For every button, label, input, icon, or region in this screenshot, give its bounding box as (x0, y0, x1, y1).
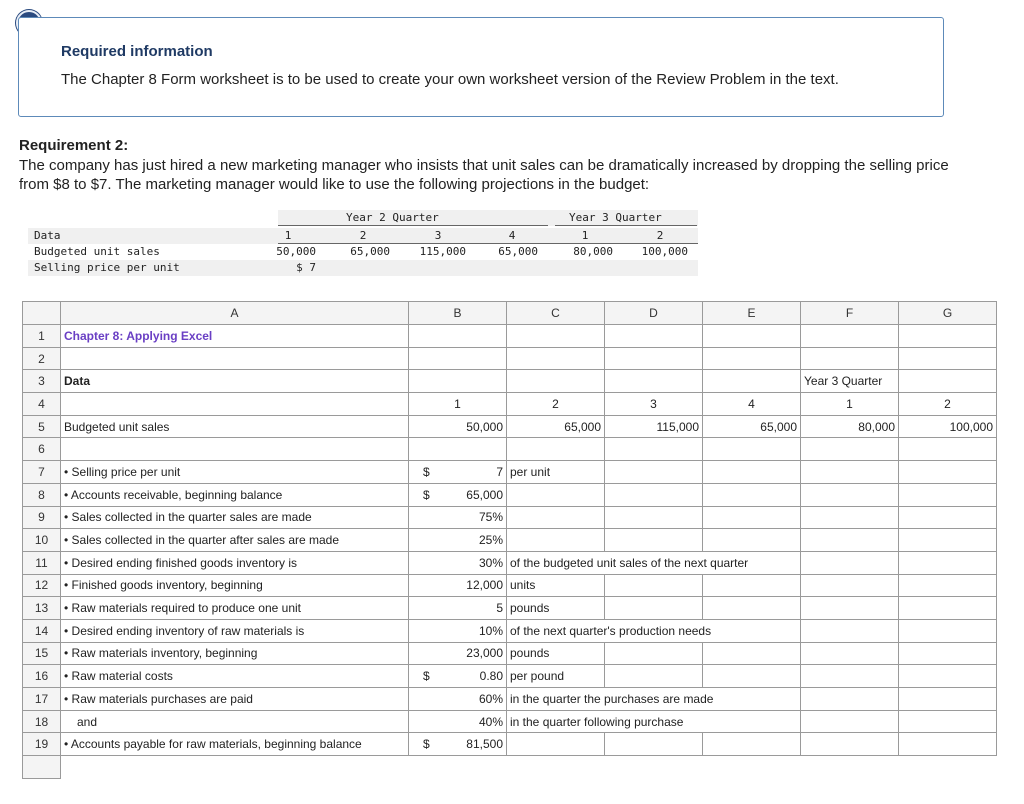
cell[interactable] (409, 325, 507, 348)
mini-quarter: 2 (359, 229, 367, 242)
detail-value: 7 (496, 464, 503, 479)
cell[interactable] (703, 597, 801, 620)
row-header[interactable]: 11 (23, 551, 61, 574)
cell-detail-value[interactable]: 5 (409, 597, 507, 620)
cell[interactable] (507, 438, 605, 461)
cell[interactable] (605, 574, 703, 597)
cell[interactable] (605, 325, 703, 348)
cell-quarter[interactable]: 1 (801, 393, 899, 416)
cell (61, 756, 409, 779)
row-header[interactable]: 15 (23, 642, 61, 665)
cell-detail-label[interactable]: • Raw materials required to produce one unit (61, 597, 409, 620)
mini-price-value: $ 7 (296, 261, 316, 274)
cell[interactable] (899, 506, 997, 529)
cell[interactable] (605, 483, 703, 506)
cell-detail-value[interactable]: 12,000 (409, 574, 507, 597)
cell-budgeted-sales[interactable]: 100,000 (899, 415, 997, 438)
cell-detail-label[interactable]: • Raw material costs (61, 665, 409, 688)
row-header[interactable]: 5 (23, 415, 61, 438)
row-header[interactable] (23, 756, 61, 779)
cell[interactable] (899, 529, 997, 552)
row-header[interactable]: 7 (23, 461, 61, 484)
cell-detail-value[interactable]: 60% (409, 688, 507, 711)
cell[interactable] (801, 733, 899, 756)
detail-value: 65,000 (466, 487, 503, 502)
cell[interactable] (801, 325, 899, 348)
cell[interactable] (899, 347, 997, 370)
cell-detail-value[interactable] (409, 483, 507, 506)
cell[interactable] (801, 506, 899, 529)
cell-detail-note[interactable]: units (507, 574, 605, 597)
cell[interactable] (61, 438, 409, 461)
cell[interactable] (703, 325, 801, 348)
cell[interactable] (801, 551, 899, 574)
cell[interactable] (409, 438, 507, 461)
cell-detail-note[interactable]: in the quarter the purchases are made (507, 688, 801, 711)
cell[interactable] (703, 642, 801, 665)
row-header[interactable]: 8 (23, 483, 61, 506)
info-text: The Chapter 8 Form worksheet is to be used to create your own worksheet version of the Review Problem in the text. (61, 71, 839, 88)
cell-detail-value[interactable]: 10% (409, 619, 507, 642)
cell-budgeted-sales[interactable]: 80,000 (801, 415, 899, 438)
cell[interactable] (605, 461, 703, 484)
cell-budgeted-sales[interactable]: 65,000 (703, 415, 801, 438)
mini-budgeted-value: 100,000 (641, 245, 688, 258)
cell-quarter[interactable]: 2 (507, 393, 605, 416)
row-header[interactable]: 19 (23, 733, 61, 756)
cell-a5-budgeted-label[interactable]: Budgeted unit sales (61, 415, 409, 438)
row-header[interactable]: 18 (23, 710, 61, 733)
cell[interactable] (507, 483, 605, 506)
cell[interactable] (899, 642, 997, 665)
cell[interactable] (605, 370, 703, 393)
cell[interactable] (703, 733, 801, 756)
dollar-sign: $ (423, 487, 430, 502)
cell-detail-label[interactable]: • Desired ending finished goods inventory is (61, 551, 409, 574)
mini-quarter: 4 (508, 229, 516, 242)
column-header-a[interactable]: A (61, 302, 409, 325)
cell[interactable] (899, 619, 997, 642)
required-info-box (18, 17, 944, 117)
cell[interactable] (605, 506, 703, 529)
cell[interactable] (899, 461, 997, 484)
cell-detail-value[interactable]: 40% (409, 710, 507, 733)
cell[interactable] (409, 347, 507, 370)
cell[interactable] (801, 483, 899, 506)
cell[interactable] (703, 506, 801, 529)
cell[interactable] (801, 597, 899, 620)
cell-f3-year3-header[interactable]: Year 3 Quarter (801, 370, 899, 393)
requirement-text: The company has just hired a new marketing manager who insists that unit sales can be dramatically increased by dropping the selling price from $8 to $7. The marketing manager would like to use the following projections in the budget: (19, 157, 949, 193)
cell[interactable] (409, 370, 507, 393)
cell[interactable] (899, 325, 997, 348)
cell[interactable] (605, 733, 703, 756)
cell[interactable] (899, 551, 997, 574)
row-header[interactable]: 6 (23, 438, 61, 461)
cell-detail-note[interactable]: per pound (507, 665, 605, 688)
cell[interactable] (703, 438, 801, 461)
cell-a3-data-heading[interactable]: Data (61, 370, 409, 393)
mini-price-label: Selling price per unit (34, 261, 180, 274)
cell-quarter[interactable]: 2 (899, 393, 997, 416)
cell[interactable] (605, 665, 703, 688)
row-header[interactable]: 3 (23, 370, 61, 393)
mini-budgeted-value: 80,000 (573, 245, 613, 258)
cell[interactable] (801, 529, 899, 552)
cell-detail-value[interactable]: 25% (409, 529, 507, 552)
row-header[interactable]: 14 (23, 619, 61, 642)
cell (899, 756, 997, 779)
cell (605, 756, 703, 779)
cell[interactable] (605, 597, 703, 620)
mini-budgeted-value: 115,000 (419, 245, 466, 258)
cell-detail-label[interactable]: • Desired ending inventory of raw materials is (61, 619, 409, 642)
row-header[interactable]: 16 (23, 665, 61, 688)
cell[interactable] (801, 347, 899, 370)
cell-detail-value[interactable]: 23,000 (409, 642, 507, 665)
cell-detail-label[interactable]: • Accounts payable for raw materials, beginning balance (61, 733, 409, 756)
cell[interactable] (801, 574, 899, 597)
cell-detail-value[interactable]: 30% (409, 551, 507, 574)
mini-budgeted-value: 65,000 (350, 245, 390, 258)
mini-quarter: 1 (581, 229, 589, 242)
cell[interactable] (899, 688, 997, 711)
mini-data-label: Data (34, 229, 61, 242)
cell[interactable] (801, 461, 899, 484)
cell-quarter[interactable]: 1 (409, 393, 507, 416)
cell-detail-note[interactable]: per unit (507, 461, 605, 484)
cell-detail-label[interactable]: • Sales collected in the quarter after sales are made (61, 529, 409, 552)
cell[interactable] (703, 529, 801, 552)
column-header-c[interactable]: C (507, 302, 605, 325)
cell-detail-label[interactable]: • Raw materials inventory, beginning (61, 642, 409, 665)
cell[interactable] (507, 733, 605, 756)
cell[interactable] (899, 370, 997, 393)
cell-detail-label[interactable]: • Selling price per unit (61, 461, 409, 484)
cell-detail-label[interactable]: • Raw materials purchases are paid (61, 688, 409, 711)
dollar-sign: $ (423, 464, 430, 479)
cell-detail-value[interactable] (409, 733, 507, 756)
row-header[interactable]: 12 (23, 574, 61, 597)
cell[interactable] (605, 438, 703, 461)
cell-detail-label[interactable]: and (61, 710, 409, 733)
cell-detail-value[interactable]: 75% (409, 506, 507, 529)
cell-detail-note[interactable]: pounds (507, 597, 605, 620)
cell[interactable] (801, 619, 899, 642)
row-header[interactable]: 1 (23, 325, 61, 348)
cell[interactable] (801, 642, 899, 665)
cell-detail-label[interactable]: • Sales collected in the quarter sales are made (61, 506, 409, 529)
cell (507, 756, 605, 779)
cell[interactable] (899, 483, 997, 506)
cell-budgeted-sales[interactable]: 65,000 (507, 415, 605, 438)
cell[interactable] (507, 529, 605, 552)
mini-quarter: 1 (284, 229, 292, 242)
year3-quarter-header: Year 3 Quarter (569, 211, 662, 224)
cell[interactable] (507, 506, 605, 529)
column-header-g[interactable]: G (899, 302, 997, 325)
cell-quarter[interactable]: 3 (605, 393, 703, 416)
cell[interactable] (899, 710, 997, 733)
cell-detail-value[interactable] (409, 665, 507, 688)
cell[interactable] (703, 574, 801, 597)
cell[interactable] (899, 665, 997, 688)
cell[interactable] (801, 688, 899, 711)
column-header-d[interactable]: D (605, 302, 703, 325)
cell[interactable] (703, 370, 801, 393)
cell[interactable] (507, 325, 605, 348)
cell[interactable] (703, 665, 801, 688)
cell[interactable] (899, 733, 997, 756)
row-header[interactable]: 2 (23, 347, 61, 370)
cell-budgeted-sales[interactable]: 115,000 (605, 415, 703, 438)
cell-detail-label[interactable]: • Finished goods inventory, beginning (61, 574, 409, 597)
column-header-e[interactable]: E (703, 302, 801, 325)
cell[interactable] (801, 710, 899, 733)
cell[interactable] (61, 393, 409, 416)
cell[interactable] (605, 347, 703, 370)
requirement-title: Requirement 2: (19, 137, 129, 154)
mini-budgeted-value: 50,000 (276, 245, 316, 258)
row-header[interactable]: 17 (23, 688, 61, 711)
dollar-sign: $ (423, 737, 430, 752)
cell-detail-note[interactable]: pounds (507, 642, 605, 665)
cell-detail-note[interactable]: in the quarter following purchase (507, 710, 801, 733)
column-header-b[interactable]: B (409, 302, 507, 325)
cell[interactable] (899, 597, 997, 620)
cell[interactable] (703, 483, 801, 506)
cell[interactable] (801, 438, 899, 461)
excel-worksheet (22, 301, 997, 779)
cell[interactable] (605, 529, 703, 552)
cell[interactable] (899, 438, 997, 461)
row-header[interactable]: 13 (23, 597, 61, 620)
dollar-sign: $ (423, 669, 430, 684)
cell[interactable] (61, 347, 409, 370)
cell-quarter[interactable]: 4 (703, 393, 801, 416)
mini-quarter: 2 (656, 229, 664, 242)
cell[interactable] (507, 347, 605, 370)
cell-detail-note[interactable]: of the budgeted unit sales of the next quarter (507, 551, 801, 574)
cell[interactable] (801, 665, 899, 688)
cell[interactable] (605, 642, 703, 665)
cell[interactable] (507, 370, 605, 393)
row-header[interactable]: 9 (23, 506, 61, 529)
cell[interactable] (703, 347, 801, 370)
cell-budgeted-sales[interactable]: 50,000 (409, 415, 507, 438)
column-header-f[interactable]: F (801, 302, 899, 325)
row-header[interactable]: 10 (23, 529, 61, 552)
corner-cell[interactable] (23, 302, 61, 325)
cell-detail-note[interactable]: of the next quarter's production needs (507, 619, 801, 642)
year2-quarter-header: Year 2 Quarter (346, 211, 439, 224)
cell[interactable] (703, 461, 801, 484)
mini-budgeted-value: 65,000 (498, 245, 538, 258)
cell-detail-label[interactable]: • Accounts receivable, beginning balance (61, 483, 409, 506)
cell[interactable] (899, 574, 997, 597)
cell (801, 756, 899, 779)
cell-a1-title[interactable]: Chapter 8: Applying Excel (61, 325, 409, 348)
detail-value: 0.80 (479, 669, 503, 684)
mini-budgeted-label: Budgeted unit sales (34, 245, 160, 258)
cell (409, 756, 507, 779)
cell (703, 756, 801, 779)
info-title: Required information (61, 43, 213, 60)
cell-detail-value[interactable] (409, 461, 507, 484)
row-header[interactable]: 4 (23, 393, 61, 416)
detail-value: 81,500 (466, 737, 503, 752)
mini-quarter: 3 (434, 229, 442, 242)
